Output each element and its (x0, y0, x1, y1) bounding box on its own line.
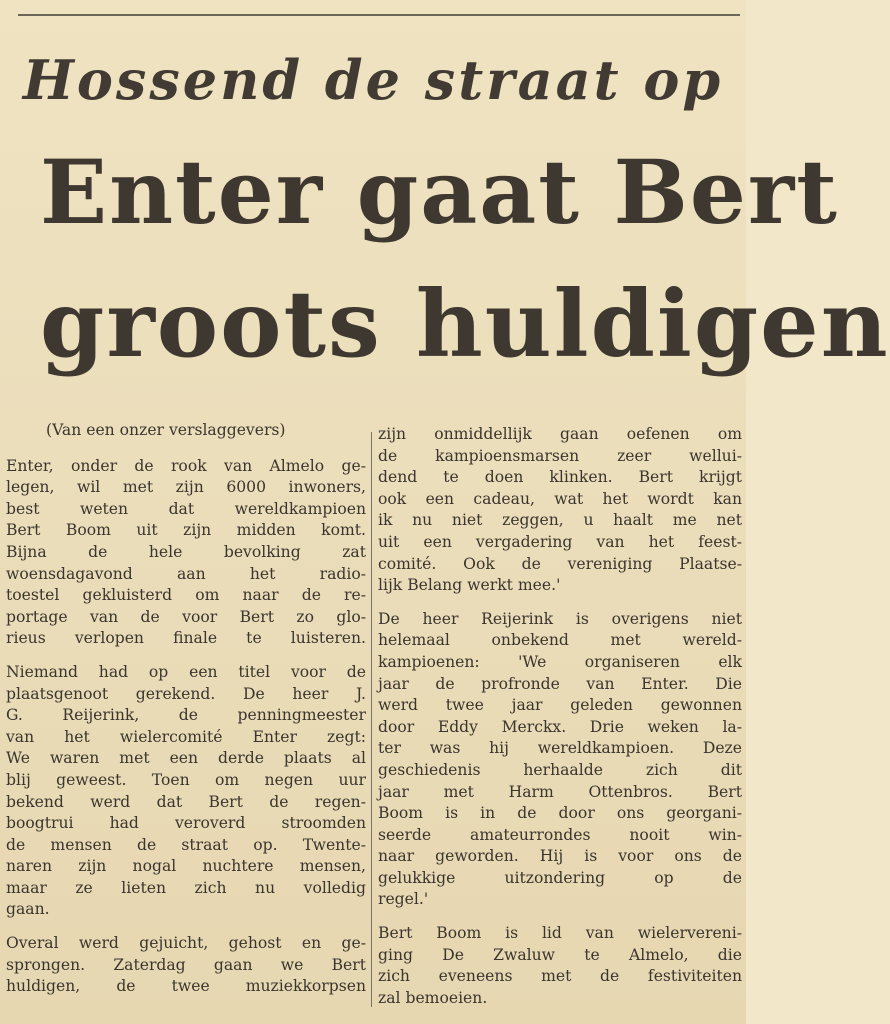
text-line: portage van de voor Bert zo glo- (6, 607, 366, 626)
text-line: woensdagavond aan het radio- (6, 564, 366, 583)
byline: (Van een onzer verslaggevers) (46, 421, 286, 439)
text-line: ging De Zwaluw te Almelo, die (378, 945, 742, 964)
text-line: De heer Reijerink is overigens niet (378, 609, 742, 628)
text-line: comité. Ook de vereniging Plaatse- (378, 554, 742, 573)
text-line: de mensen de straat op. Twente- (6, 835, 366, 854)
text-line: We waren met een derde plaats al (6, 749, 366, 768)
left-column (6, 420, 366, 998)
text-line: kampioenen: 'We organiseren elk (378, 652, 742, 671)
text-line: Boom is in de door ons georgani- (378, 804, 742, 823)
text-line: uit een vergadering van het feest- (378, 532, 742, 551)
column-divider (371, 432, 372, 1007)
text-line: legen, wil met zijn 6000 inwoners, (6, 478, 366, 497)
text-line: ter was hij wereldkampioen. Deze (378, 739, 742, 758)
text-line: Niemand had op een titel voor de (6, 662, 366, 681)
text-line: regel.' (378, 890, 429, 909)
text-line: van het wielercomité Enter zegt: (6, 727, 366, 746)
text-line: naar geworden. Hij is voor ons de (378, 847, 742, 866)
headline-line-1: Enter gaat Bert (40, 140, 839, 244)
text-line: maar ze lieten zich nu volledig (6, 878, 366, 897)
text-line: bekend werd dat Bert de regen- (6, 792, 366, 811)
text-line: gelukkige uitzondering op de (378, 868, 742, 887)
text-line: Enter, onder de rook van Almelo ge- (6, 456, 366, 475)
text-line: Overal werd gejuicht, gehost en ge- (6, 934, 366, 953)
text-line: lijk Belang werkt mee.' (378, 576, 561, 595)
text-line: blij geweest. Toen om negen uur (6, 770, 366, 789)
top-rule (18, 14, 740, 16)
text-line: helemaal onbekend met wereld- (378, 631, 742, 650)
text-line: ook een cadeau, wat het wordt kan (378, 489, 742, 508)
text-line: door Eddy Merckx. Drie weken la- (378, 717, 742, 736)
text-line: Bijna de hele bevolking zat (6, 542, 366, 561)
paragraph-4 (378, 424, 742, 597)
text-line: toestel gekluisterd om naar de re- (6, 586, 366, 605)
text-line: Bert Boom uit zijn midden komt. (6, 521, 366, 540)
paragraph-6 (378, 923, 742, 1009)
text-line: best weten dat wereldkampioen (6, 499, 366, 518)
text-line: dend te doen klinken. Bert krijgt (378, 468, 742, 487)
text-line: zijn onmiddellijk gaan oefenen om (378, 425, 742, 443)
text-line: geschiedenis herhaalde zich dit (378, 760, 742, 779)
text-line: plaatsgenoot gerekend. De heer J. (6, 684, 366, 703)
text-line: jaar de profronde van Enter. Die (378, 674, 742, 693)
paragraph-2 (6, 662, 366, 921)
text-line: G. Reijerink, de penningmeester (6, 706, 366, 725)
text-line: naren zijn nogal nuchtere mensen, (6, 857, 366, 876)
text-line: boogtrui had veroverd stroomden (6, 814, 366, 833)
paragraph-5 (378, 609, 742, 911)
text-line: huldigen, de twee muziekkorpsen (6, 977, 366, 996)
text-line: Bert Boom is lid van wielervereni- (378, 924, 742, 943)
text-line: jaar met Harm Ottenbros. Bert (378, 782, 742, 801)
kicker: Hossend de straat op (22, 48, 724, 112)
text-line: zich eveneens met de festiviteiten (378, 967, 742, 986)
paragraph-1 (6, 456, 366, 650)
text-line: zal bemoeien. (378, 988, 488, 1007)
headline-line-2: groots huldigen (40, 270, 890, 378)
right-column (378, 424, 742, 1009)
text-line: de kampioensmarsen zeer wellui- (378, 446, 742, 465)
text-line: werd twee jaar geleden gewonnen (378, 696, 742, 715)
text-line: ik nu niet zeggen, u haalt me net (378, 511, 742, 530)
paragraph-3 (6, 933, 366, 998)
text-line: sprongen. Zaterdag gaan we Bert (6, 955, 366, 974)
text-line: gaan. (6, 900, 50, 919)
text-line: seerde amateurrondes nooit win- (378, 825, 742, 844)
text-line: rieus verlopen finale te luisteren. (6, 629, 366, 648)
